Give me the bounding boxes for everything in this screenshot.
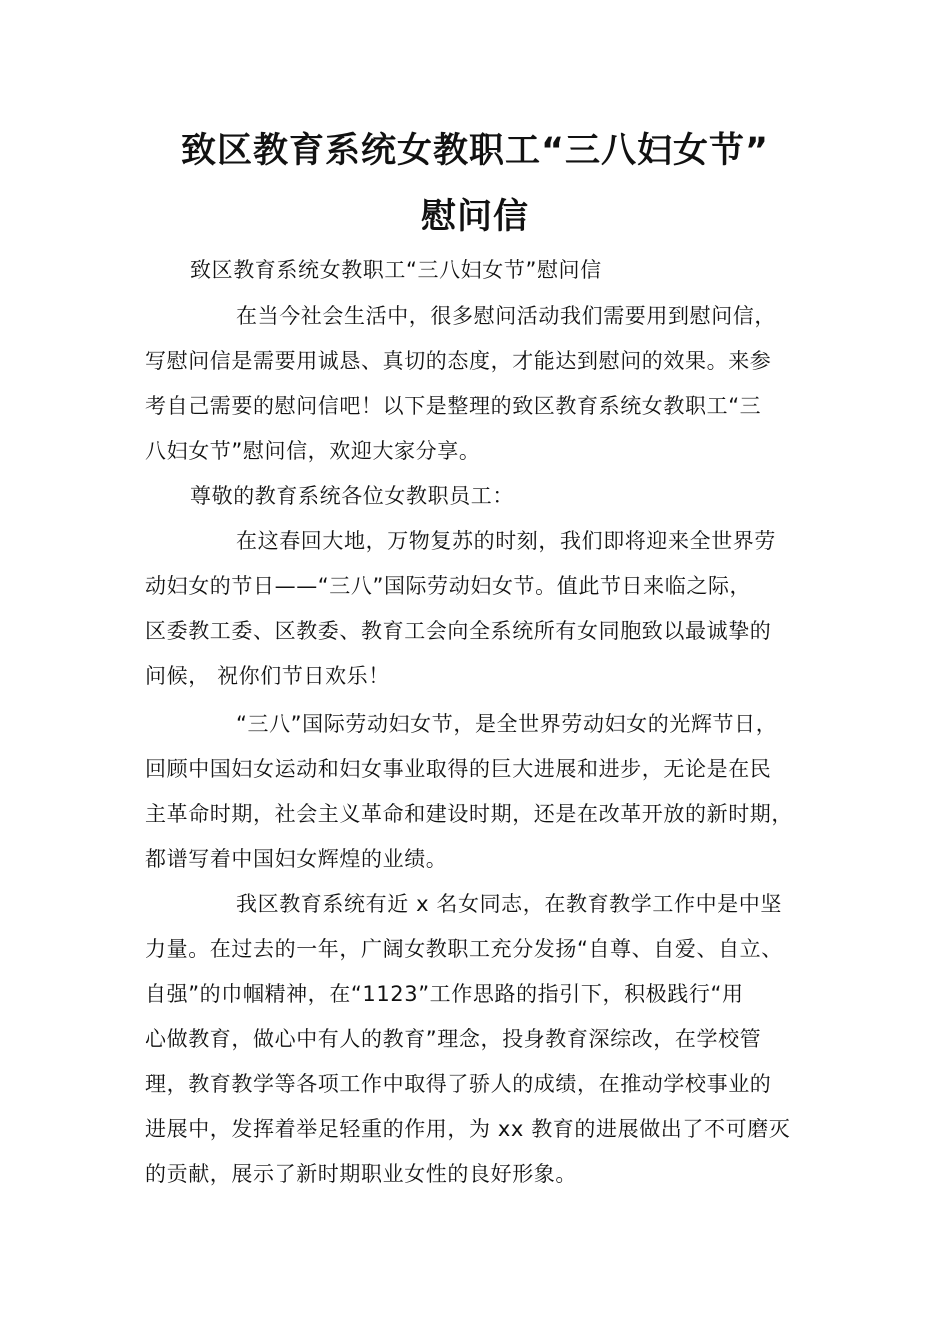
paragraph-line: 主革命时期，社会主义革命和建设时期，还是在改革开放的新时期， [145, 802, 793, 826]
paragraph-line: 自强”的巾帼精神，在“1123”工作思路的指引下，积极践行“用 [145, 982, 744, 1006]
paragraph-line: 力量。在过去的一年，广阔女教职工充分发扬“自尊、自爱、自立、 [145, 937, 783, 961]
paragraph-line: 在这春回大地，万物复苏的时刻，我们即将迎来全世界劳 [236, 529, 776, 553]
paragraph-line: 都谱写着中国妇女辉煌的业绩。 [145, 847, 448, 871]
paragraph-line: 考自己需要的慰问信吧！以下是整理的致区教育系统女教职工“三 [145, 394, 762, 418]
paragraph-line: 问候， 祝你们节日欢乐！ [145, 664, 390, 688]
paragraph-line: 区委教工委、区教委、教育工会向全系统所有女同胞致以最诚挚的 [145, 619, 772, 643]
paragraph-line: 动妇女的节日——“三八”国际劳动妇女节。值此节日来临之际， [145, 574, 752, 598]
paragraph-line: 在当今社会生活中，很多慰问活动我们需要用到慰问信， [236, 304, 776, 328]
subtitle-line: 致区教育系统女教职工“三八妇女节”慰问信 [190, 258, 602, 282]
paragraph-line: 写慰问信是需要用诚恳、真切的态度，才能达到慰问的效果。来参 [145, 349, 772, 373]
paragraph-line: 回顾中国妇女运动和妇女事业取得的巨大进展和进步，无论是在民 [145, 757, 772, 781]
document-title-line-2: 慰问信 [420, 197, 529, 237]
paragraph-line: 进展中，发挥着举足轻重的作用，为 xx 教育的进展做出了不可磨灭 [145, 1117, 791, 1141]
paragraph-line: 八妇女节”慰问信，欢迎大家分享。 [145, 439, 481, 463]
paragraph-line: 心做教育，做心中有人的教育”理念，投身教育深综改，在学校管 [145, 1027, 762, 1051]
salutation-line: 尊敬的教育系统各位女教职员工： [190, 484, 514, 508]
paragraph-line: 理，教育教学等各项工作中取得了骄人的成绩，在推动学校事业的 [145, 1072, 772, 1096]
paragraph-line: “三八”国际劳动妇女节，是全世界劳动妇女的光辉节日， [236, 712, 778, 736]
paragraph-line: 我区教育系统有近 x 名女同志，在教育教学工作中是中坚 [236, 892, 782, 916]
paragraph-line: 的贡献，展示了新时期职业女性的良好形象。 [145, 1162, 577, 1186]
document-title-line-1: 致区教育系统女教职工“三八妇女节” [180, 131, 769, 171]
